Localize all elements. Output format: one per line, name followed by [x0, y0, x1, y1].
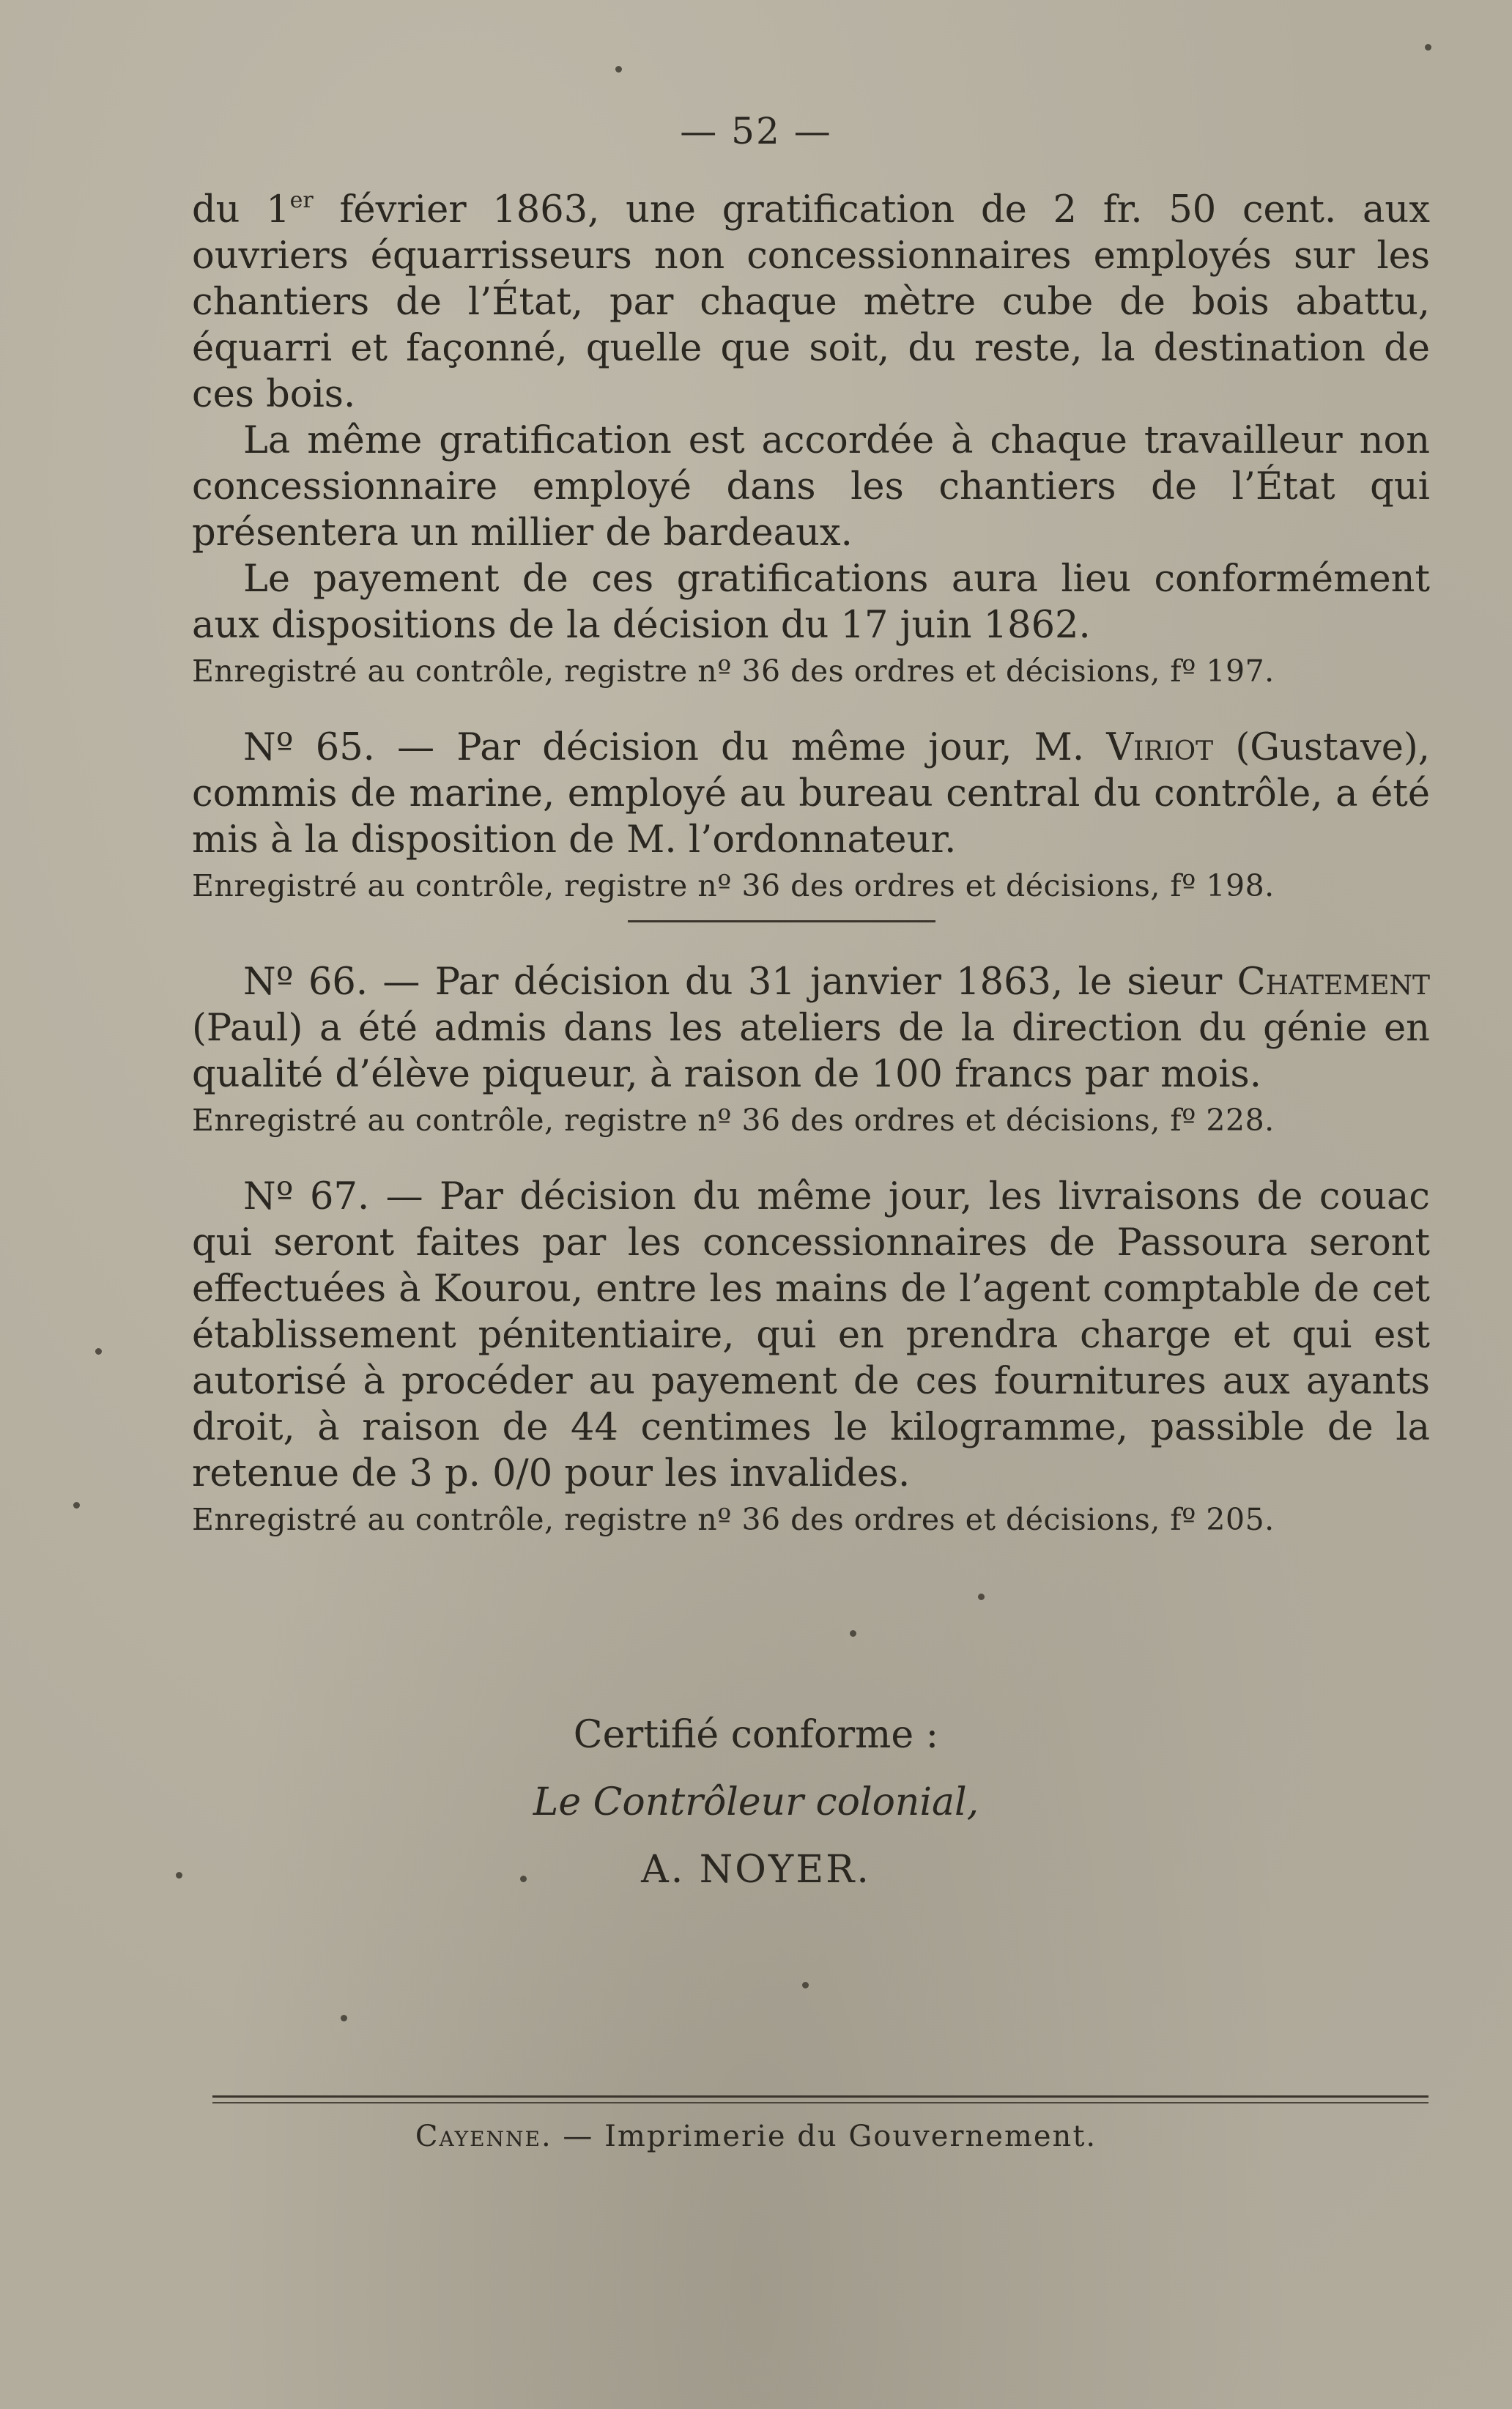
- paper-speck: [73, 1502, 80, 1509]
- footer-rule-thick: [212, 2095, 1428, 2098]
- paper-speck: [95, 1348, 102, 1355]
- decision-67: Nº 67. — Par décision du même jour, les livraisons de couac qui seront faites par les concessionnaires de Passoura seront effectuées à Kourou, entre les mains de l’agent comptable de cet établissement pénitentiaire, qui en prendra charge et qui est autorisé à procéder au payement de ces fournitures aux ayants droit, à raison de 44 centimes le kilogramme, passible de la retenue de 3 p. 0/0 pour les invalides.: [192, 1175, 1430, 1495]
- certification-title: Le Contrôleur colonial,: [533, 1780, 979, 1824]
- decision-65-rest: (Gustave), commis de marine, employé au bureau central du contrôle, a été mis à la disposition de M. l’ordonnateur.: [192, 726, 1430, 862]
- paragraph-bardeaux: La même gratification est accordée à chaque travailleur non concessionnaire employé dans les chantiers de l’État qui présentera un millier de bardeaux.: [192, 419, 1430, 555]
- decision-66: [192, 959, 1430, 1098]
- registration-note-228: Enregistré au contrôle, registre nº 36 des ordres et décisions, fº 228.: [192, 1103, 1275, 1138]
- printer-imprint: [0, 2120, 1512, 2153]
- section-divider: [628, 920, 935, 922]
- decision-65-name: Viriot: [1106, 726, 1214, 769]
- page-number: — 52 —: [680, 110, 832, 152]
- paragraph-gratification: [192, 187, 1430, 418]
- paper-speck: [978, 1594, 985, 1600]
- paper-speck: [520, 1876, 527, 1882]
- spacer: [192, 1141, 1430, 1174]
- footer-rule-thin: [212, 2102, 1428, 2103]
- paper-speck: [1425, 44, 1431, 51]
- spacer: [192, 692, 1430, 725]
- decision-66-name: Chatement: [1237, 961, 1430, 1004]
- imprint-printer: — Imprimerie du Gouvernement.: [552, 2120, 1097, 2153]
- ordinal-superscript: er: [289, 188, 314, 213]
- paragraph-gratification-rest: février 1863, une gratification de 2 fr. 50 cent. aux ouvriers équarrisseurs non concessionnaires employés sur les chantiers de l’État, par chaque mètre cube de bois abattu, équarri et façonné, quelle que soit, du reste, la destination de ces bois.: [192, 188, 1430, 416]
- registration-note-205: Enregistré au contrôle, registre nº 36 des ordres et décisions, fº 205.: [192, 1502, 1275, 1537]
- paragraph-payement: Le payement de ces gratifications aura lieu conformément aux dispositions de la décision du 17 juin 1862.: [192, 558, 1430, 647]
- decision-65-lead: Nº 65. — Par décision du même jour, M.: [243, 726, 1107, 769]
- decision-66-rest: (Paul) a été admis dans les ateliers de la direction du génie en qualité d’élève piqueur, à raison de 100 francs par mois.: [192, 1007, 1430, 1096]
- paper-speck: [802, 1982, 809, 1988]
- page-body: [192, 187, 1430, 1541]
- paper-speck: [615, 66, 622, 73]
- imprint-place: Cayenne.: [415, 2120, 552, 2153]
- paragraph-gratification-start: du 1: [192, 188, 290, 232]
- decision-65: [192, 725, 1430, 863]
- certification-signatory: A. NOYER.: [641, 1848, 871, 1892]
- paper-speck: [850, 1630, 856, 1637]
- certification-heading: Certifié conforme :: [573, 1713, 939, 1757]
- registration-note-198: Enregistré au contrôle, registre nº 36 des ordres et décisions, fº 198.: [192, 868, 1275, 903]
- paper-speck: [341, 2015, 347, 2021]
- spacer: [192, 930, 1430, 959]
- paper-speck: [176, 1872, 182, 1879]
- registration-note-197: Enregistré au contrôle, registre nº 36 des ordres et décisions, fº 197.: [192, 654, 1275, 689]
- decision-66-lead: Nº 66. — Par décision du 31 janvier 1863, le sieur: [243, 961, 1237, 1004]
